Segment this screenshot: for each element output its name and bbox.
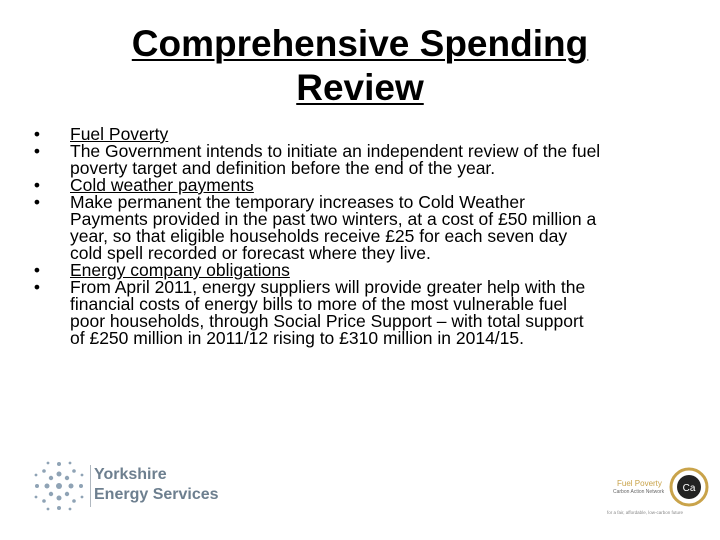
bullet-text-line: Payments provided in the past two winters, at a cost of £50 million a bbox=[70, 209, 597, 229]
slide-title-line-2: Review bbox=[296, 67, 424, 108]
snowflake-icon bbox=[28, 455, 90, 517]
bullet-text-line: Cold weather payments bbox=[70, 175, 254, 195]
bullet-text-line: financial costs of energy bills to more of the most vulnerable fuel bbox=[70, 294, 568, 314]
bullet-text-line: From April 2011, energy suppliers will provide greater help with the bbox=[70, 277, 586, 297]
bullet-marker: • bbox=[33, 260, 41, 280]
logo-text-line-1: Yorkshire bbox=[94, 466, 167, 483]
bullet-text-line: year, so that eligible households receive £25 for each seven day bbox=[70, 226, 568, 246]
badge-text: Ca bbox=[682, 483, 696, 494]
bullet-marker: • bbox=[33, 277, 41, 297]
bullet-marker: • bbox=[33, 175, 41, 195]
fuel-poverty-name: Fuel Poverty bbox=[617, 479, 662, 488]
bullet-body bbox=[30, 279, 690, 347]
slide-title-line-1: Comprehensive Spending bbox=[131, 23, 589, 64]
slide-title bbox=[60, 22, 660, 110]
fuel-poverty-logo bbox=[605, 463, 713, 525]
carbon-action-badge-icon bbox=[669, 467, 709, 507]
bullet-text-line: The Government intends to initiate an independent review of the fuel bbox=[70, 141, 601, 161]
fuel-poverty-subtitle: Carbon Action Network bbox=[613, 489, 665, 495]
bullet-text-line: poor households, through Social Price Support – with total support bbox=[70, 311, 584, 331]
bullet-text-line: poverty target and definition before the end of the year. bbox=[70, 158, 496, 178]
bullet-text-line: of £250 million in 2011/12 rising to £310 million in 2014/15. bbox=[70, 328, 525, 348]
bullet-list bbox=[30, 126, 690, 347]
bullet-text-line: Energy company obligations bbox=[70, 260, 290, 280]
bullet-body bbox=[30, 143, 690, 177]
fuel-poverty-footer: for a fair, affordable, low-carbon future bbox=[607, 510, 683, 515]
bullet-marker: • bbox=[33, 192, 41, 212]
logo-text-line-2: Energy Services bbox=[94, 486, 219, 503]
bullet-text-line: Make permanent the temporary increases to Cold Weather bbox=[70, 192, 525, 212]
bullet-body bbox=[30, 194, 690, 262]
bullet-marker: • bbox=[33, 141, 41, 161]
bullet-text-line: cold spell recorded or forecast where they live. bbox=[70, 243, 431, 263]
logo-divider bbox=[90, 465, 91, 507]
bullet-text-line: Fuel Poverty bbox=[70, 124, 169, 144]
bullet-marker: • bbox=[33, 124, 41, 144]
yorkshire-energy-services-logo bbox=[28, 455, 219, 517]
